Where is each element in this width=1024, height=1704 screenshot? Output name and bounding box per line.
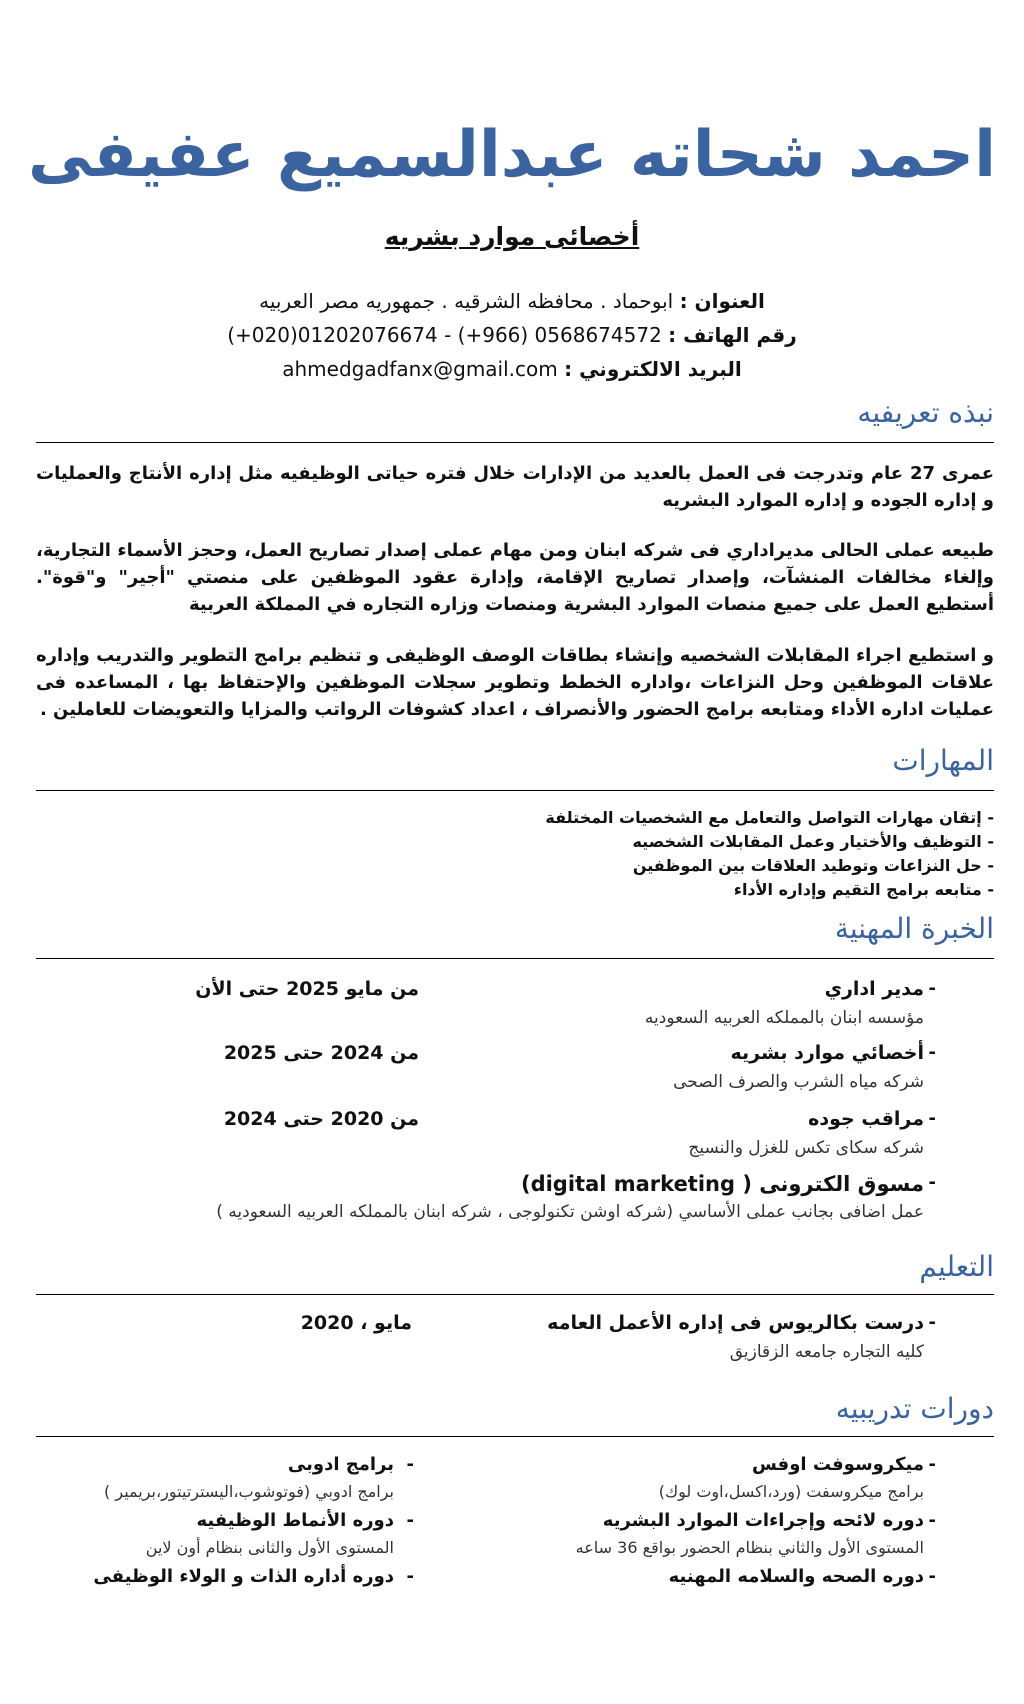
bullet: - — [406, 1454, 414, 1475]
bullet: - — [406, 1566, 414, 1587]
course-title: ميكروسوفت اوفس — [751, 1454, 924, 1475]
skills-divider — [36, 790, 994, 791]
job-organization: عمل اضافى بجانب عملى الأساسي (شركه اوشن تكنولوجى ، شركه ابنان بالمملكه العربيه السعوديه ) — [216, 1202, 924, 1222]
phone-eg: (+020)01202076674 — [227, 323, 438, 347]
email-value[interactable]: ahmedgadfanx@gmail.com — [282, 357, 558, 381]
job-organization: مؤسسه ابنان بالمملكه العربيه السعوديه — [644, 1008, 924, 1028]
bullet: - — [928, 978, 936, 999]
job-position: مسوق الكترونى ( digital marketing) — [520, 1172, 924, 1196]
job-date: من 2024 حتى 2025 — [223, 1042, 419, 1064]
phone-line — [0, 318, 1024, 352]
skill-item: - حل النزاعات وتوطيد العلاقات بين الموظفين — [632, 856, 994, 875]
job-date: من مايو 2025 حتى الأن — [195, 978, 419, 1000]
skill-item: - التوظيف والأختيار وعمل المقابلات الشخصيه — [632, 832, 994, 851]
address-label: العنوان : — [679, 289, 765, 313]
bullet: - — [928, 1566, 936, 1587]
course-detail: برامج ادوبي (فوتوشوب،اليسترتيتور،بريمير ) — [104, 1482, 394, 1501]
course-detail: برامج ميكروسفت (ورد،اكسل،اوت لوك) — [658, 1482, 924, 1501]
graduation-date: مايو ، 2020 — [300, 1312, 412, 1334]
course-title: دوره الأنماط الوظيفيه — [196, 1510, 394, 1531]
address-line — [0, 284, 1024, 318]
course-title: دوره أداره الذات و الولاء الوظيفى — [93, 1566, 394, 1587]
profile-paragraph-2: طبيعه عملى الحالى مديراداري فى شركه ابنان ومن مهام عملى إصدار تصاريح العمل، وحجز الأسماء التجارية، وإلغاء مخالفات المنشآت، وإصدار تصاريح الإقامة، وإدارة عقود الموظفين على منصتي "أجير" و"قوة". أستطيع العمل على جميع منصات الموارد البشرية ومنصات وزاره التجاره في المملكة العربية — [36, 540, 994, 615]
profile-divider — [36, 442, 994, 443]
job-organization: شركه سكاى تكس للغزل والنسيج — [688, 1138, 924, 1158]
phone-label: رقم الهاتف : — [668, 323, 797, 347]
email-label: البريد الالكتروني : — [564, 357, 742, 381]
skill-item: - إتقان مهارات التواصل والتعامل مع الشخصيات المختلفة — [545, 808, 994, 827]
profile-heading: نبذه تعريفيه — [857, 396, 994, 429]
course-title: دوره الصحه والسلامه المهنيه — [668, 1566, 924, 1587]
address-value: ابوحماد . محافظه الشرقيه . جمهوريه مصر العربيه — [259, 289, 674, 313]
skill-item: - متابعه برامج التقيم وإداره الأداء — [733, 880, 994, 899]
experience-heading: الخبرة المهنية — [834, 912, 994, 945]
skills-heading: المهارات — [892, 744, 994, 777]
education-heading: التعليم — [919, 1250, 994, 1283]
job-position: مراقب جوده — [808, 1108, 924, 1130]
job-date: من 2020 حتى 2024 — [223, 1108, 419, 1130]
degree: درست بكالريوس فى إداره الأعمل العامه — [547, 1312, 924, 1334]
job-position: أخصائي موارد بشريه — [730, 1042, 924, 1064]
email-line — [0, 352, 1024, 386]
job-title: أخصائى موارد بشريه — [384, 222, 640, 251]
course-title: برامج ادوبى — [287, 1454, 394, 1475]
candidate-name: احمد شحاته عبدالسميع عفيفى — [27, 118, 997, 192]
bullet: - — [928, 1454, 936, 1475]
courses-divider — [36, 1436, 994, 1437]
bullet: - — [928, 1108, 936, 1129]
courses-heading: دورات تدريبيه — [835, 1392, 994, 1425]
profile-paragraph-1: عمرى 27 عام وتدرجت فى العمل بالعديد من الإدارات خلال فتره حياتى الوظيفيه مثل إداره الأنتاج والعمليات و إداره الجوده و إداره الموارد البشريه — [36, 463, 994, 511]
job-organization: شركه مياه الشرب والصرف الصحى — [673, 1072, 924, 1092]
bullet: - — [928, 1042, 936, 1063]
course-detail: المستوى الأول والثانى بنظام أون لاين — [145, 1538, 394, 1557]
bullet: - — [928, 1172, 936, 1193]
school: كليه التجاره جامعه الزقازيق — [729, 1342, 924, 1362]
phone-sa: (+966) 0568674572 — [457, 323, 662, 347]
course-title: دوره لائحه وإجراءات الموارد البشريه — [602, 1510, 924, 1531]
skills-list — [545, 806, 994, 902]
bullet: - — [406, 1510, 414, 1531]
experience-divider — [36, 958, 994, 959]
phone-separator: - — [444, 323, 452, 347]
bullet: - — [928, 1510, 936, 1531]
profile-paragraph-3: و استطيع اجراء المقابلات الشخصيه وإنشاء بطاقات الوصف الوظيفى و تنظيم برامج التطوير والتدريب وإداره علاقات الموظفين وحل النزاعات ،واداره الخطط وتطوير سجلات الموظفين والإحتفاظ بها ، المساعده فى عمليات اداره الأداء ومتابعه برامج الحضور والأنصراف ، اعداد كشوفات الرواتب والمزايا والتعويضات للعاملين . — [36, 645, 994, 720]
job-position: مدير اداري — [824, 978, 924, 1000]
bullet: - — [928, 1312, 936, 1333]
education-divider — [36, 1294, 994, 1295]
contact-info — [0, 284, 1024, 386]
course-detail: المستوى الأول والثاني بنظام الحضور بواقع 36 ساعه — [575, 1538, 924, 1557]
